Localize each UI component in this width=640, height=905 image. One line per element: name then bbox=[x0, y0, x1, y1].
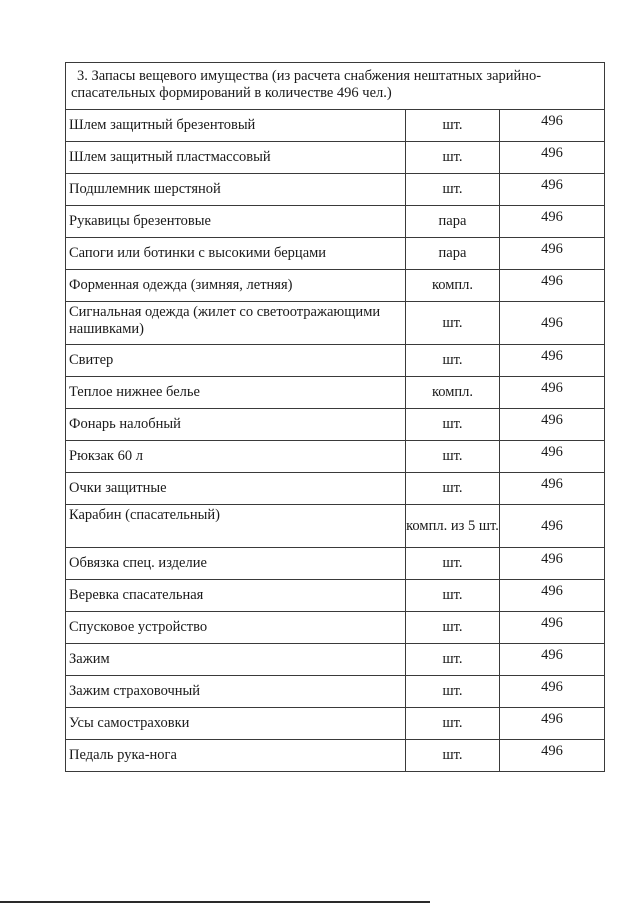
item-unit-cell: шт. bbox=[406, 174, 500, 206]
item-unit-cell: шт. bbox=[406, 644, 500, 676]
item-name-cell: Педаль рука-нога bbox=[66, 740, 406, 772]
item-unit-cell: пара bbox=[406, 238, 500, 270]
item-qty-cell: 496 bbox=[500, 206, 605, 238]
table-row bbox=[66, 708, 605, 740]
item-unit-cell: компл. из 5 шт. bbox=[406, 505, 500, 548]
item-qty-cell: 496 bbox=[500, 612, 605, 644]
table-row bbox=[66, 580, 605, 612]
item-unit-cell: шт. bbox=[406, 740, 500, 772]
item-qty-cell: 496 bbox=[500, 238, 605, 270]
section-header-row bbox=[66, 63, 605, 110]
section-title: 3. Запасы вещевого имущества (из расчета снабжения нештатных зарийно-спасательных формирований в количестве 496 чел.) bbox=[71, 68, 542, 101]
item-unit-cell: шт. bbox=[406, 676, 500, 708]
item-name-cell: Спусковое устройство bbox=[66, 612, 406, 644]
item-unit-cell: шт. bbox=[406, 409, 500, 441]
item-qty-cell: 496 bbox=[500, 409, 605, 441]
item-name-cell: Подшлемник шерстяной bbox=[66, 174, 406, 206]
item-name-cell: Форменная одежда (зимняя, летняя) bbox=[66, 270, 406, 302]
item-qty-cell: 496 bbox=[500, 473, 605, 505]
item-name-cell: Карабин (спасательный) bbox=[66, 505, 406, 548]
table-row bbox=[66, 238, 605, 270]
item-unit-cell: пара bbox=[406, 206, 500, 238]
item-unit-cell: компл. bbox=[406, 377, 500, 409]
item-name-cell: Очки защитные bbox=[66, 473, 406, 505]
item-unit-cell: шт. bbox=[406, 473, 500, 505]
item-unit-cell: шт. bbox=[406, 708, 500, 740]
item-name-cell: Зажим bbox=[66, 644, 406, 676]
item-name-cell: Усы самостраховки bbox=[66, 708, 406, 740]
item-qty-cell: 496 bbox=[500, 110, 605, 142]
item-name-cell: Рюкзак 60 л bbox=[66, 441, 406, 473]
item-unit-cell: компл. bbox=[406, 270, 500, 302]
table-row bbox=[66, 377, 605, 409]
item-name-cell: Сигнальная одежда (жилет со светоотражающими нашивками) bbox=[66, 302, 406, 345]
item-qty-cell: 496 bbox=[500, 505, 605, 548]
scan-edge-line bbox=[0, 901, 430, 903]
item-qty-cell: 496 bbox=[500, 377, 605, 409]
table-row bbox=[66, 302, 605, 345]
item-name-cell: Рукавицы брезентовые bbox=[66, 206, 406, 238]
item-unit-cell: шт. bbox=[406, 110, 500, 142]
table-row bbox=[66, 110, 605, 142]
item-qty-cell: 496 bbox=[500, 174, 605, 206]
table-row bbox=[66, 612, 605, 644]
item-name-cell: Зажим страховочный bbox=[66, 676, 406, 708]
section-header-cell bbox=[66, 63, 605, 110]
item-unit-cell: шт. bbox=[406, 302, 500, 345]
item-qty-cell: 496 bbox=[500, 441, 605, 473]
table-row bbox=[66, 174, 605, 206]
item-name-cell: Сапоги или ботинки с высокими берцами bbox=[66, 238, 406, 270]
item-unit-cell: шт. bbox=[406, 345, 500, 377]
item-name-cell: Шлем защитный брезентовый bbox=[66, 110, 406, 142]
item-qty-cell: 496 bbox=[500, 345, 605, 377]
item-unit-cell: шт. bbox=[406, 580, 500, 612]
table-row bbox=[66, 206, 605, 238]
item-unit-cell: шт. bbox=[406, 612, 500, 644]
item-qty-cell: 496 bbox=[500, 548, 605, 580]
table-row bbox=[66, 676, 605, 708]
item-qty-cell: 496 bbox=[500, 580, 605, 612]
table-row bbox=[66, 644, 605, 676]
supply-table-body bbox=[66, 63, 605, 772]
item-name-cell: Фонарь налобный bbox=[66, 409, 406, 441]
item-qty-cell: 496 bbox=[500, 676, 605, 708]
table-row bbox=[66, 740, 605, 772]
table-row bbox=[66, 441, 605, 473]
item-name-cell: Шлем защитный пластмассовый bbox=[66, 142, 406, 174]
item-unit-cell: шт. bbox=[406, 441, 500, 473]
item-name-cell: Теплое нижнее белье bbox=[66, 377, 406, 409]
supply-table bbox=[65, 62, 605, 772]
item-unit-cell: шт. bbox=[406, 142, 500, 174]
table-row bbox=[66, 345, 605, 377]
item-qty-cell: 496 bbox=[500, 302, 605, 345]
table-row bbox=[66, 409, 605, 441]
table-row bbox=[66, 142, 605, 174]
item-unit-cell: шт. bbox=[406, 548, 500, 580]
table-row bbox=[66, 505, 605, 548]
item-qty-cell: 496 bbox=[500, 270, 605, 302]
item-name-cell: Веревка спасательная bbox=[66, 580, 406, 612]
item-qty-cell: 496 bbox=[500, 142, 605, 174]
item-qty-cell: 496 bbox=[500, 644, 605, 676]
item-name-cell: Свитер bbox=[66, 345, 406, 377]
table-row bbox=[66, 548, 605, 580]
table-row bbox=[66, 473, 605, 505]
item-qty-cell: 496 bbox=[500, 708, 605, 740]
table-row bbox=[66, 270, 605, 302]
item-name-cell: Обвязка спец. изделие bbox=[66, 548, 406, 580]
item-qty-cell: 496 bbox=[500, 740, 605, 772]
